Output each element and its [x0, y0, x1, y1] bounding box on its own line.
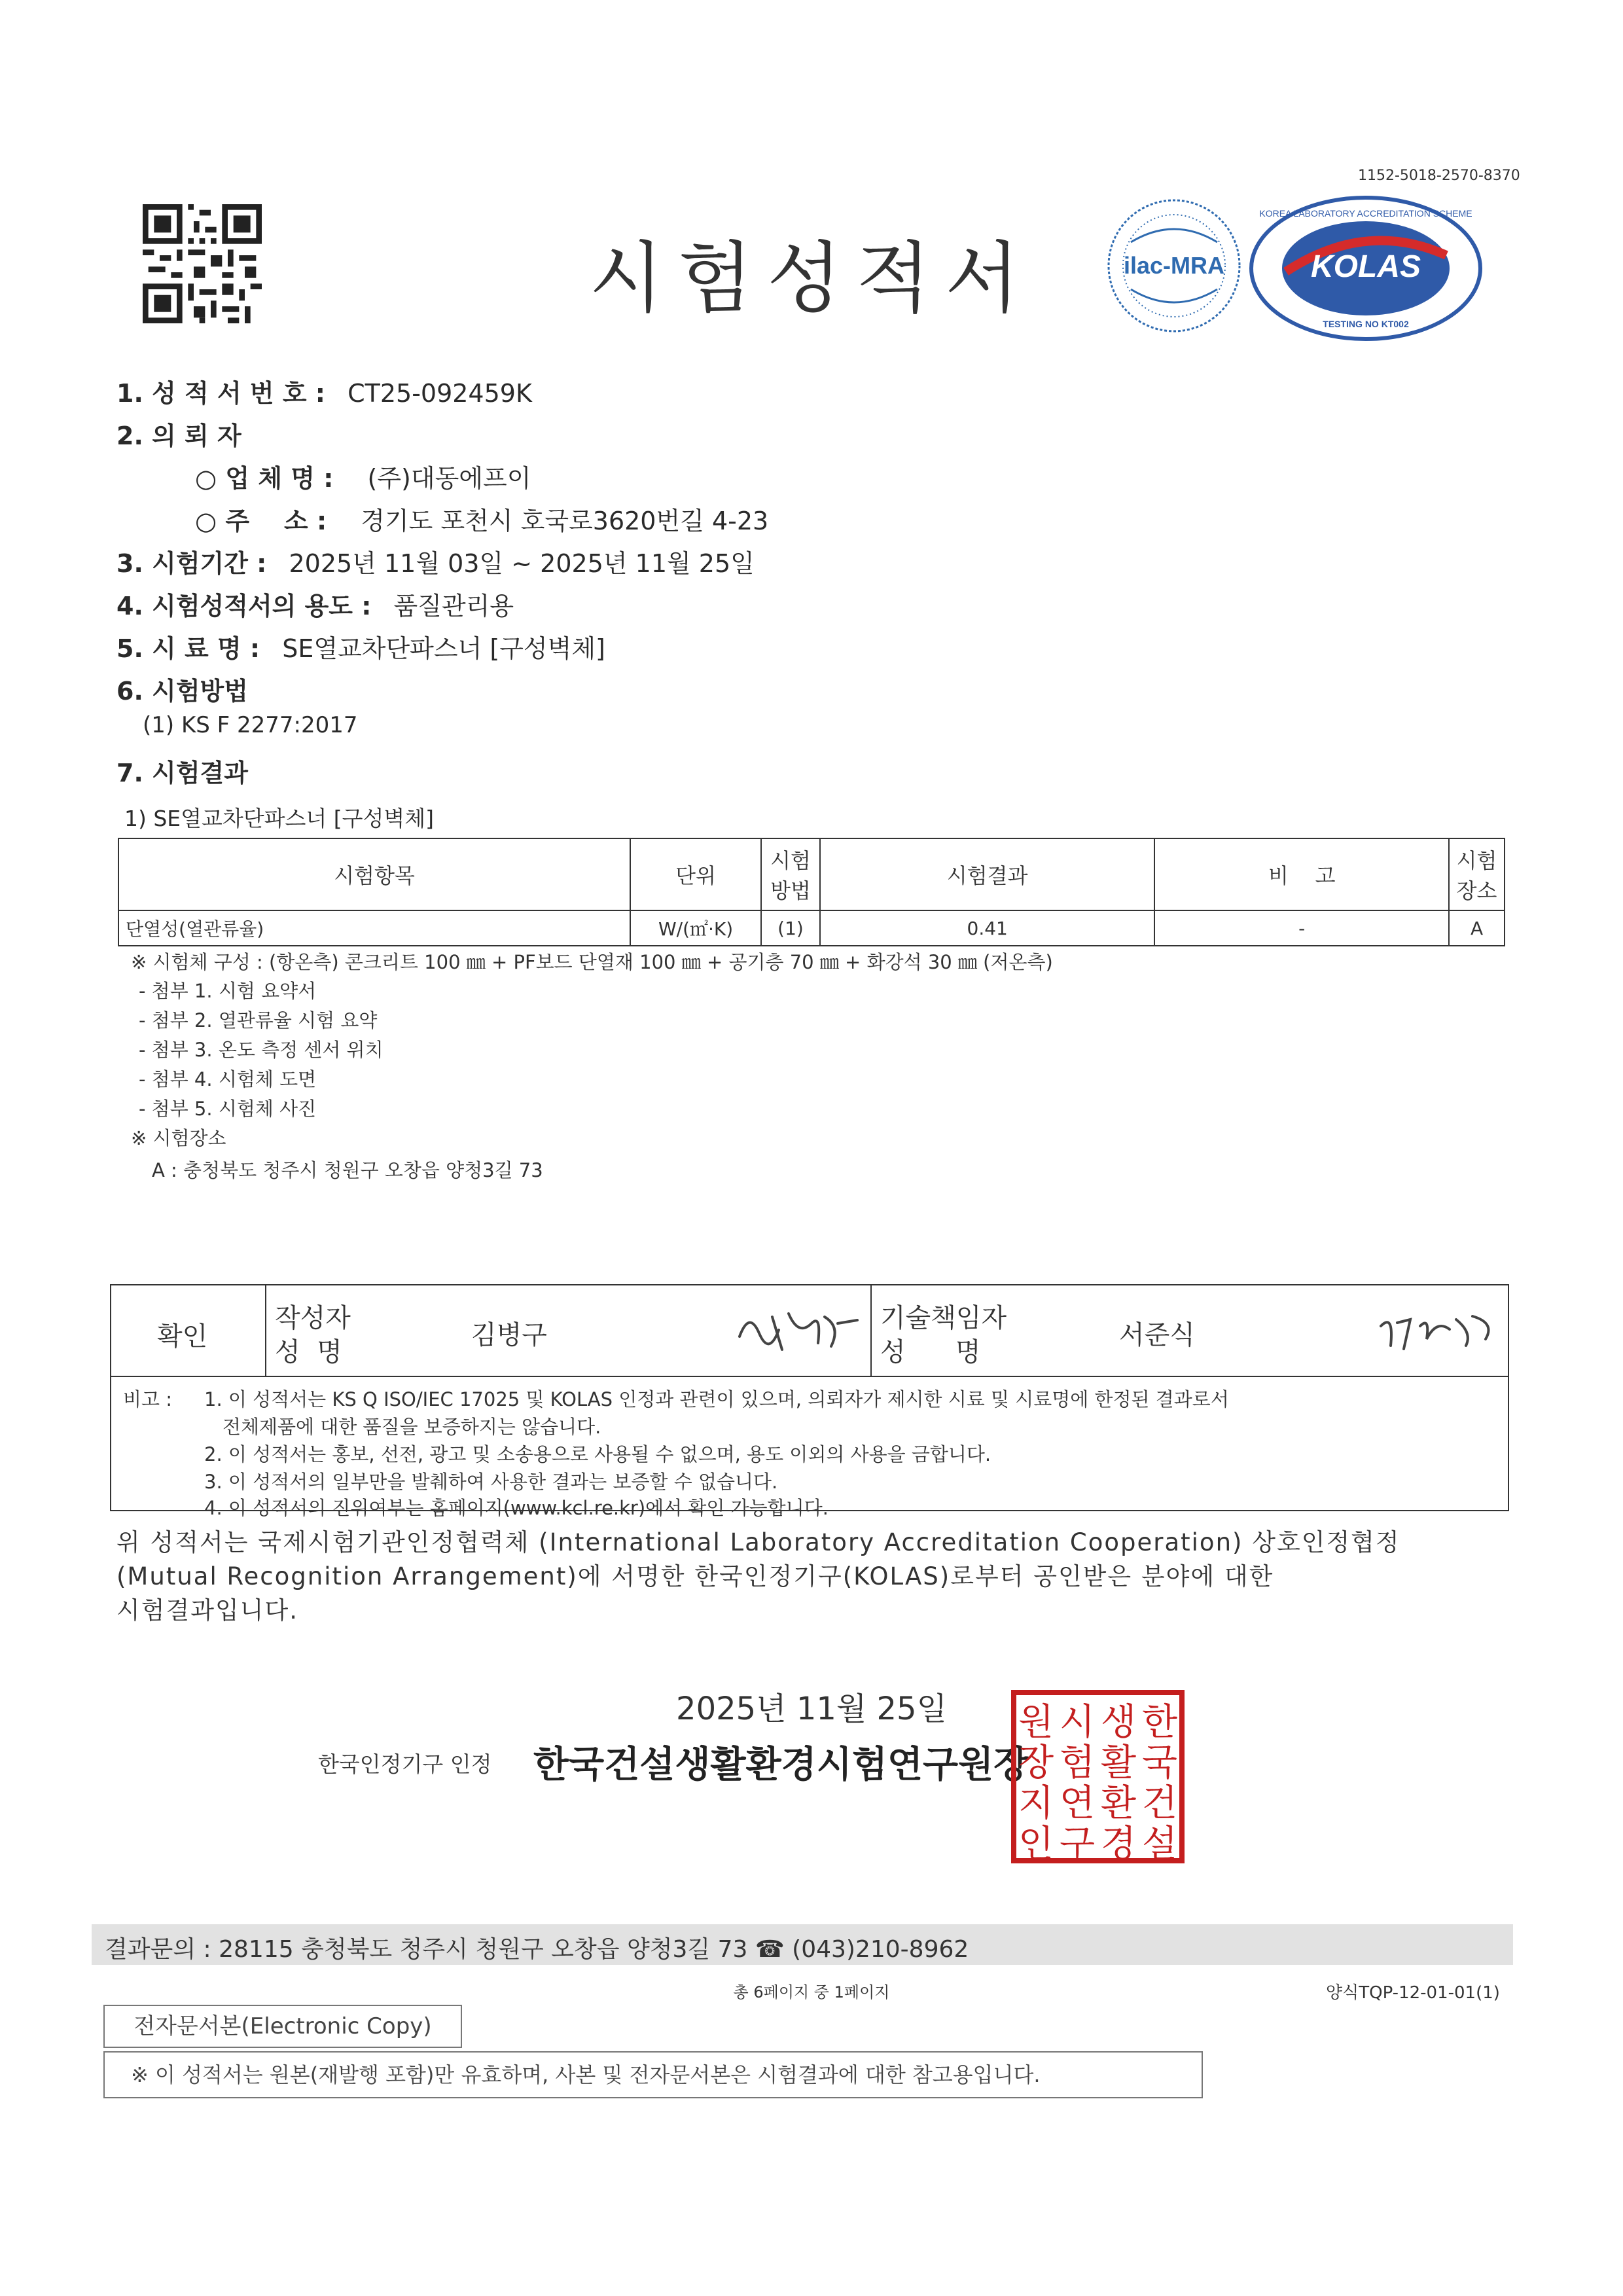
attachment-item: - 첨부 5. 시험체 사진: [139, 1098, 317, 1120]
test-period-value: 2025년 11월 03일 ~ 2025년 11월 25일: [289, 549, 755, 578]
ilac-statement-line-1: 위 성적서는 국제시험기관인정협력체 (International Laboratory Accreditation Cooperation) 상호인정협정: [116, 1528, 1400, 1556]
cell-item: 단열성(열관류율): [118, 910, 630, 946]
signature-band: [111, 1285, 1508, 1377]
ilac-mra-logo: [1105, 196, 1243, 335]
seal-char: 연: [1059, 1782, 1096, 1825]
issue-date: 2025년 11월 25일: [676, 1691, 947, 1727]
seal-char: 한: [1141, 1701, 1178, 1744]
purpose-value: 품질관리용: [393, 592, 514, 620]
remark-1-continued: 전체제품에 대한 품질을 보증하지는 않습니다.: [223, 1416, 601, 1438]
seal-char: 설: [1141, 1823, 1178, 1863]
document-title: 시험성적서: [589, 233, 1034, 323]
tech-name-label: 성 명: [880, 1337, 981, 1367]
kolas-testing-no: TESTING NO KT002: [1323, 319, 1409, 329]
cell-method: (1): [761, 910, 820, 946]
specimen-composition-note: ※ 시험체 구성 : (항온측) 콘크리트 100 ㎜ + PF보드 단열재 100 ㎜ + 공기층 70 ㎜ + 화강석 30 ㎜ (저온측): [131, 951, 1053, 973]
purpose-label: 4. 시험성적서의 용도 :: [116, 592, 372, 620]
attachment-item: - 첨부 4. 시험체 도면: [139, 1068, 317, 1090]
attachment-item: - 첨부 3. 온도 측정 센서 위치: [139, 1039, 383, 1061]
seal-char: 지: [1018, 1782, 1054, 1825]
attachment-item: - 첨부 1. 시험 요약서: [139, 980, 317, 1002]
attachment-item: - 첨부 2. 열관류율 시험 요약: [139, 1009, 378, 1031]
remark-3: 3. 이 성적서의 일부만을 발췌하여 사용한 결과는 보증할 수 없습니다.: [204, 1471, 778, 1493]
address-label: ○ 주 소 :: [195, 507, 327, 535]
seal-char: 국: [1141, 1742, 1178, 1784]
seal-char: 활: [1100, 1742, 1137, 1784]
electronic-copy-label: 전자문서본(Electronic Copy): [103, 2005, 462, 2048]
author-signature: [733, 1297, 864, 1363]
client-company: [195, 458, 531, 494]
author-name-label: 성 명: [275, 1337, 342, 1367]
header-item: 시험항목: [118, 838, 630, 910]
cell-remark: -: [1154, 910, 1449, 946]
remark-1: 1. 이 성적서는 KS Q ISO/IEC 17025 및 KOLAS 인정과 관련이 있으며, 의뢰자가 제시한 시료 및 시료명에 한정된 결과로서: [204, 1388, 1229, 1410]
kolas-logo: [1247, 193, 1486, 344]
tech-role-label: 기술책임자: [880, 1303, 1007, 1333]
seal-char: 생: [1100, 1701, 1137, 1744]
kolas-text: KOLAS: [1311, 249, 1421, 284]
seal-char: 시: [1059, 1701, 1096, 1744]
test-method-value: (1) KS F 2277:2017: [143, 712, 358, 738]
tech-signature: [1374, 1300, 1499, 1359]
sample-name: [116, 628, 605, 664]
report-number: [116, 373, 532, 409]
report-purpose: [116, 586, 514, 622]
official-seal: [1011, 1690, 1185, 1863]
form-number: 양식TQP-12-01-01(1): [1326, 1983, 1500, 2003]
test-period: [116, 543, 755, 579]
ilac-text: ilac-MRA: [1123, 252, 1225, 279]
ilac-statement-line-2: (Mutual Recognition Arrangement)에 서명한 한국인정기구(KOLAS)로부터 공인받은 분야에 대한: [116, 1562, 1274, 1590]
table-row: [118, 910, 1505, 946]
sample-value: SE열교차단파스너 [구성벽체]: [282, 634, 605, 663]
cell-result: 0.41: [820, 910, 1154, 946]
remark-4: 4. 이 성적서의 진위여부는 홈페이지(www.kcl.re.kr)에서 확인 가능합니다.: [204, 1497, 829, 1519]
page-info: 총 6페이지 중 1페이지: [733, 1983, 890, 2001]
results-header-row: [118, 838, 1505, 910]
cell-place: A: [1449, 910, 1505, 946]
tech-name: 서준식: [1119, 1320, 1195, 1350]
seal-char: 험: [1059, 1742, 1096, 1784]
author-role-label: 작성자: [275, 1303, 351, 1333]
client-heading: 2. 의 뢰 자: [116, 422, 241, 450]
issuer-name: 한국건설생활환경시험연구원장: [533, 1744, 1029, 1786]
serial-number: 1152-5018-2570-8370: [1358, 168, 1520, 184]
results-table: [118, 838, 1505, 946]
report-number-label: 1. 성 적 서 번 호 :: [116, 379, 325, 408]
confirmation-box: [110, 1284, 1509, 1519]
test-period-label: 3. 시험기간 :: [116, 549, 267, 578]
test-results-heading: 7. 시험결과: [116, 759, 248, 787]
client-address: [195, 501, 768, 537]
test-location-heading: ※ 시험장소: [131, 1127, 226, 1149]
contact-info: 결과문의 : 28115 충청북도 청주시 청원구 오창읍 양청3길 73 ☎ (043)210-8962: [105, 1936, 969, 1963]
seal-char: 건: [1141, 1782, 1178, 1825]
sample-label: 5. 시 료 명 :: [116, 634, 260, 663]
ilac-statement-line-3: 시험결과입니다.: [116, 1596, 298, 1624]
report-number-value: CT25-092459K: [348, 379, 532, 408]
header-remark: 비 고: [1154, 838, 1449, 910]
seal-char: 원: [1018, 1701, 1054, 1744]
seal-char: 경: [1100, 1823, 1137, 1863]
seal-char: 구: [1059, 1823, 1096, 1863]
kolas-ring-text: KOREA LABORATORY ACCREDITATION SCHEME: [1259, 208, 1472, 219]
author-name: 김병구: [471, 1320, 547, 1350]
header-place: 시험 장소: [1449, 838, 1505, 910]
header-result: 시험결과: [820, 838, 1154, 910]
remark-2: 2. 이 성적서는 홍보, 선전, 광고 및 소송용으로 사용될 수 없으며, 용도 이외의 사용을 금합니다.: [204, 1443, 991, 1465]
test-location-value: A : 충청북도 청주시 청원구 오창읍 양청3길 73: [152, 1159, 543, 1181]
issuer-prefix: 한국인정기구 인정: [318, 1751, 492, 1777]
seal-char: 장: [1018, 1742, 1054, 1784]
copy-disclaimer: ※ 이 성적서는 원본(재발행 포함)만 유효하며, 사본 및 전자문서본은 시험결과에 대한 참고용입니다.: [103, 2051, 1203, 2098]
header-method: 시험 방법: [761, 838, 820, 910]
seal-char: 인: [1018, 1823, 1054, 1863]
seal-char: 환: [1100, 1782, 1137, 1825]
address-value: 경기도 포천시 호국로3620번길 4-23: [361, 507, 769, 535]
header-unit: 단위: [630, 838, 761, 910]
confirm-label: 확인: [157, 1321, 208, 1352]
company-label: ○ 업 체 명 :: [195, 464, 334, 493]
test-method-heading: 6. 시험방법: [116, 677, 248, 706]
company-value: (주)대동에프이: [367, 464, 531, 493]
results-subheading: 1) SE열교차단파스너 [구성벽체]: [124, 806, 435, 831]
remarks-label: 비고 :: [123, 1388, 173, 1410]
cell-unit: W/(㎡·K): [630, 910, 761, 946]
